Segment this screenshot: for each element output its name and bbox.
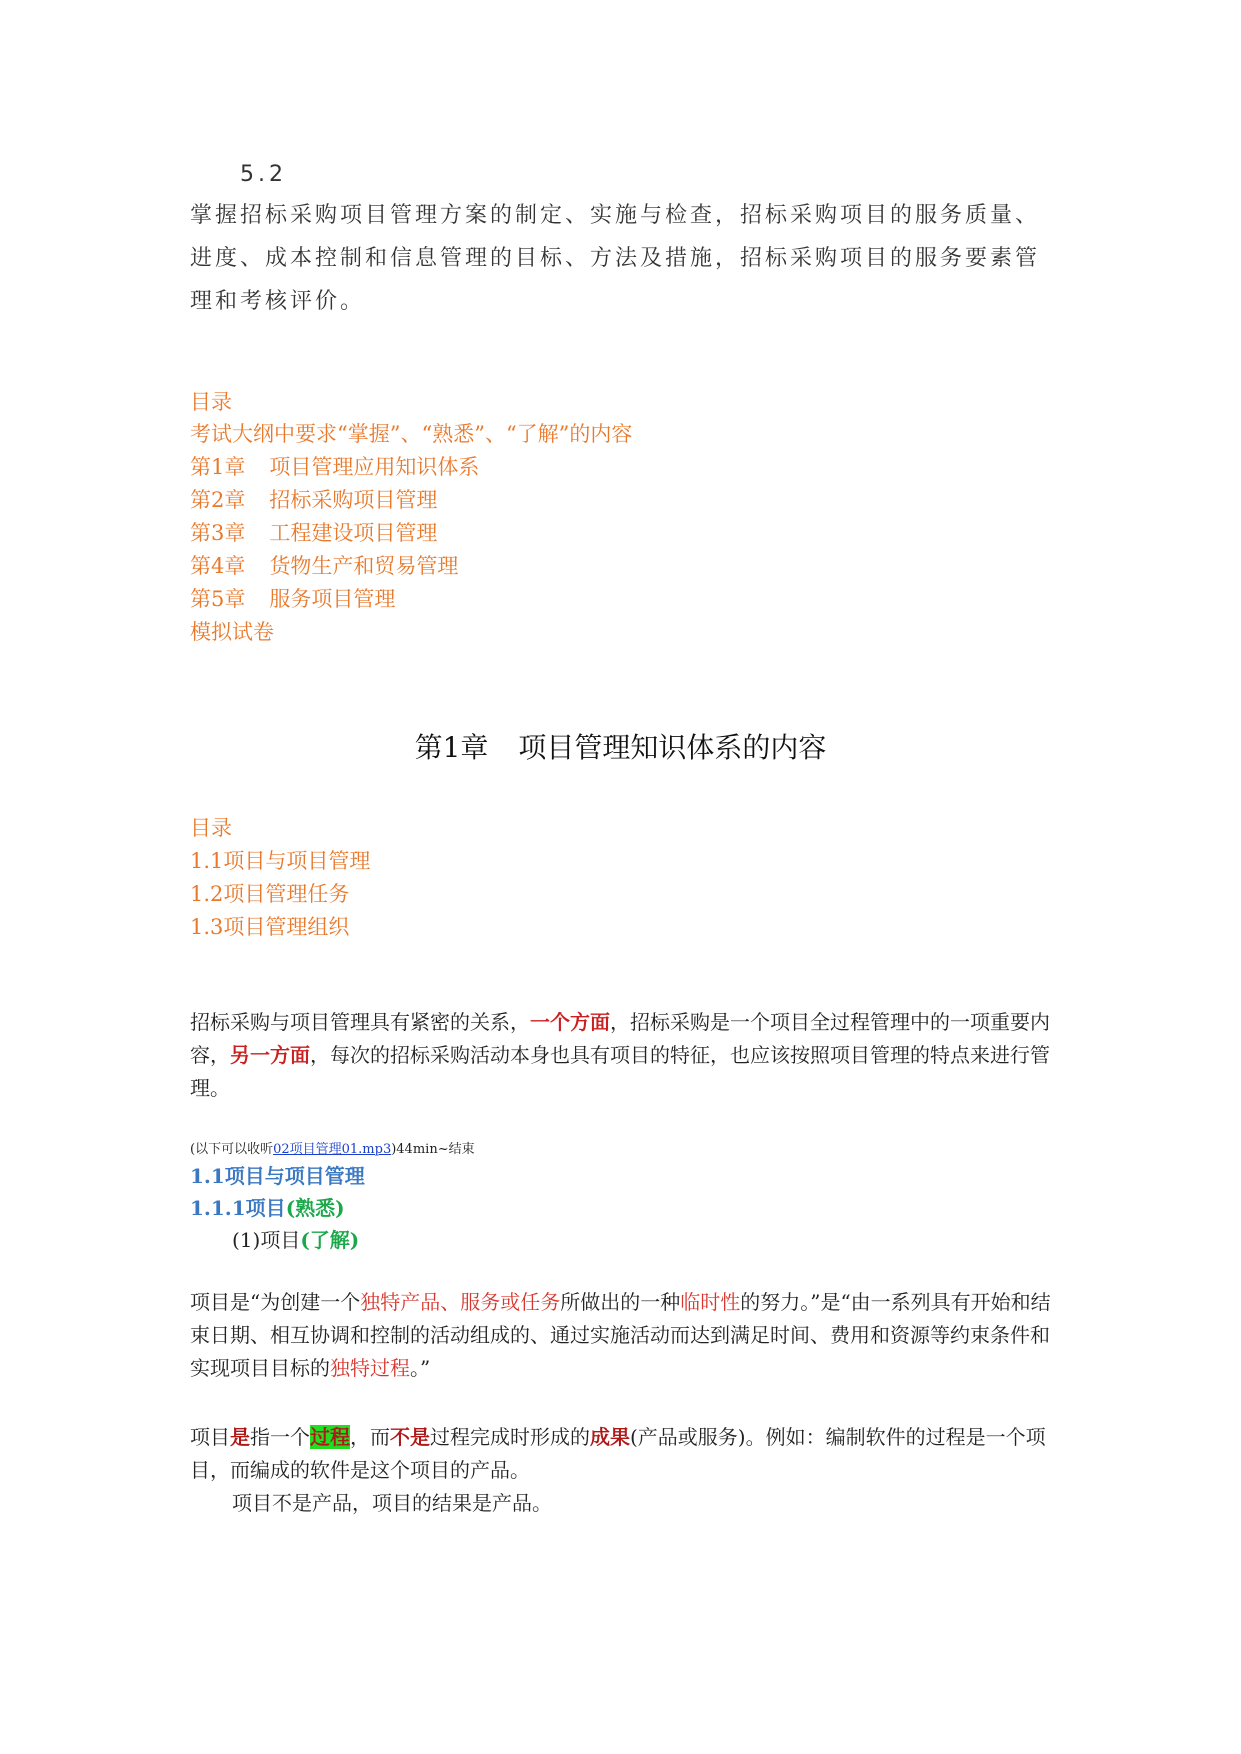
emphasis-text: 成果 [590, 1425, 630, 1449]
chapter-toc-item-1-2[interactable]: 1.2项目管理任务 [190, 882, 350, 906]
toc-item-syllabus[interactable]: 考试大纲中要求“掌握”、“熟悉”、“了解”的内容 [190, 422, 633, 446]
toc-item-num: 第3章 [190, 521, 246, 545]
chapter-name: 项目管理知识体系的内容 [518, 731, 827, 764]
highlight-text: 独特过程 [330, 1356, 410, 1380]
emphasis-text: 一个方面 [530, 1010, 610, 1034]
paragraph-project-process [190, 1421, 1060, 1487]
toc-item-label: 项目管理应用知识体系 [269, 455, 480, 479]
chapter-title [0, 726, 1241, 766]
highlight-text: 临时性 [680, 1290, 741, 1314]
intro-line-1: 掌握招标采购项目管理方案的制定、实施与检查，招标采购项目的服务质量、 [190, 203, 1041, 228]
chapter-toc-item-1-3[interactable]: 1.3项目管理组织 [190, 915, 350, 939]
heading-text: 1.1.1项目 [190, 1196, 286, 1220]
paragraph-relationship [190, 1006, 1060, 1105]
toc-item-chapter-5[interactable] [190, 583, 395, 613]
level-tag: (了解) [300, 1228, 360, 1252]
paragraph-project-definition [190, 1286, 1060, 1385]
text-run: (产品或服务)。例如：编制软件的过程是一个项目，而编成的软件是这个项目的产品。 [190, 1425, 1046, 1482]
highlight-text: 独特产品、服务或任务 [360, 1290, 561, 1314]
text-run: ，而 [350, 1425, 390, 1449]
section-heading-1-1-1 [190, 1192, 345, 1221]
text-run: 项目 [190, 1425, 230, 1449]
toc-item-chapter-1[interactable] [190, 451, 479, 481]
level-tag: (熟悉) [285, 1196, 345, 1220]
heading-text: (1)项目 [232, 1228, 301, 1252]
text-run: 。” [410, 1356, 431, 1380]
highlighted-text: 过程 [310, 1425, 350, 1449]
toc-item-num: 第4章 [190, 554, 246, 578]
toc-item-chapter-2[interactable] [190, 484, 437, 514]
text-run: 的努力。”是“由一系列具有开始和结束日期、相互协调和控制的活动组成的、通过实施活动而达到满足时间、费用和资源等约束条件和实现项目目标的 [190, 1290, 1051, 1380]
toc-item-chapter-3[interactable] [190, 517, 437, 547]
text-run: 过程完成时形成的 [430, 1425, 590, 1449]
audio-note [190, 1138, 475, 1157]
text-run: 招标采购与项目管理具有紧密的关系， [190, 1010, 530, 1034]
toc-item-label: 工程建设项目管理 [269, 521, 438, 545]
intro-section-number: 5.2 [240, 162, 287, 187]
emphasis-text: 是 [230, 1425, 250, 1449]
section-heading-1-1: 1.1项目与项目管理 [190, 1164, 365, 1188]
toc-item-num: 第5章 [190, 587, 246, 611]
intro-line-2: 进度、成本控制和信息管理的目标、方法及措施，招标采购项目的服务要素管 [190, 246, 1041, 271]
text-run: ，每次的招标采购活动本身也具有项目的特征，也应该按照项目管理的特点来进行管理。 [190, 1043, 1050, 1100]
toc-item-label: 货物生产和贸易管理 [269, 554, 459, 578]
chapter-toc-title: 目录 [190, 816, 232, 840]
toc-item-chapter-4[interactable] [190, 550, 458, 580]
toc-item-num: 第2章 [190, 488, 246, 512]
toc-item-label: 招标采购项目管理 [269, 488, 438, 512]
chapter-toc-item-1-1[interactable]: 1.1项目与项目管理 [190, 849, 371, 873]
note-prefix: (以下可以收听 [190, 1142, 274, 1157]
audio-file-link[interactable]: 02项目管理01.mp3 [273, 1142, 392, 1157]
toc-item-mock-exam[interactable]: 模拟试卷 [190, 620, 274, 644]
intro-line-3: 理和考核评价。 [190, 289, 366, 314]
paragraph-project-result: 项目不是产品，项目的结果是产品。 [232, 1491, 552, 1515]
emphasis-text: 另一方面 [230, 1043, 310, 1067]
chapter-number: 第1章 [414, 731, 489, 764]
text-run: 项目是“为创建一个 [190, 1290, 361, 1314]
toc-item-num: 第1章 [190, 455, 246, 479]
toc-item-label: 服务项目管理 [269, 587, 396, 611]
text-run: ，招标采购是一个项目全过程管理中的一项重要内容， [190, 1010, 1050, 1067]
subsection-heading-project [232, 1224, 359, 1253]
toc-title: 目录 [190, 390, 232, 414]
emphasis-text: 不是 [390, 1425, 430, 1449]
text-run: 所做出的一种 [560, 1290, 681, 1314]
text-run: 指一个 [250, 1425, 310, 1449]
note-suffix: )44min~结束 [391, 1142, 475, 1157]
